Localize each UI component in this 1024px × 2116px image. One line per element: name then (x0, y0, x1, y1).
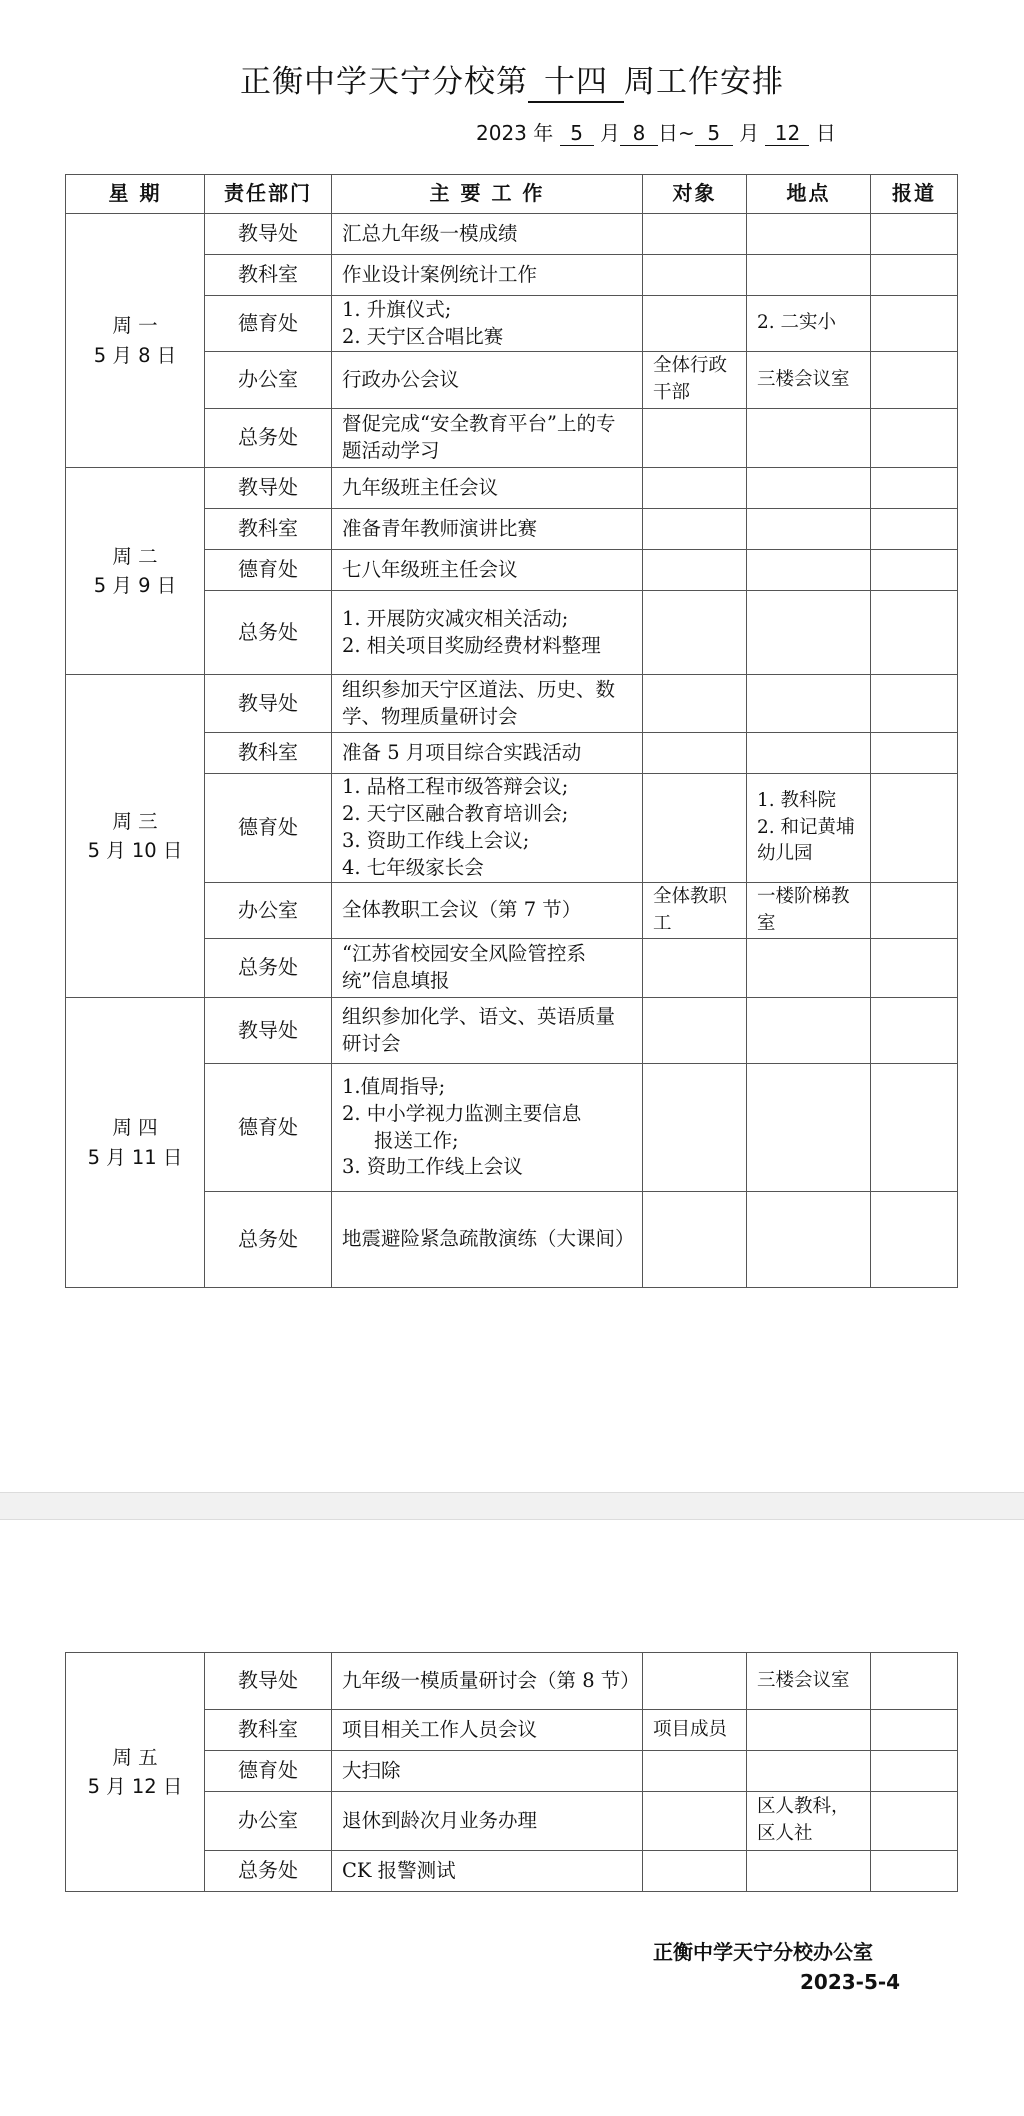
work-cell (332, 214, 643, 255)
location-cell (747, 255, 871, 296)
target-cell (643, 591, 747, 675)
table-row (66, 998, 958, 1064)
target-cell: 项目成员 (643, 1710, 747, 1751)
dept-cell: 总务处 (205, 1192, 332, 1288)
location-cell (747, 214, 871, 255)
weekday-label: 周 三 (112, 809, 158, 833)
target-cell (643, 1192, 747, 1288)
dept-cell: 教科室 (205, 509, 332, 550)
target-cell (643, 998, 747, 1064)
report-cell (871, 939, 958, 998)
title-suffix: 周工作安排 (624, 64, 784, 100)
work-line: 组织参加化学、语文、英语质量研讨会 (342, 1004, 616, 1055)
work-line: 准备 5 月项目综合实践活动 (342, 740, 582, 764)
day-cell (66, 1653, 205, 1892)
day-word: 日 (815, 121, 836, 145)
location-cell (747, 1851, 871, 1892)
report-cell (871, 1064, 958, 1192)
target-cell (643, 939, 747, 998)
target-cell (643, 255, 747, 296)
work-cell (332, 939, 643, 998)
target-cell (643, 296, 747, 352)
work-cell (332, 1653, 643, 1710)
work-cell (332, 1851, 643, 1892)
title-prefix: 正衡中学天宁分校第 (240, 64, 528, 100)
dept-cell: 总务处 (205, 1851, 332, 1892)
target-cell (643, 1751, 747, 1792)
work-line: 1. 品格工程市级答辩会议; (342, 775, 569, 799)
work-line: 2. 中小学视力监测主要信息 (342, 1101, 582, 1125)
date-range: 2023 年 5 月 8 日~ 5 月 12 日 (476, 121, 836, 145)
dept-cell: 总务处 (205, 591, 332, 675)
table-row (66, 1653, 958, 1710)
day-cell (66, 998, 205, 1288)
report-cell (871, 1851, 958, 1892)
target-cell (643, 550, 747, 591)
target-cell (643, 214, 747, 255)
dept-cell: 教导处 (205, 675, 332, 733)
dept-cell: 德育处 (205, 1064, 332, 1192)
location-cell: 三楼会议室 (747, 1653, 871, 1710)
dept-cell: 德育处 (205, 296, 332, 352)
weekday-label: 周 五 (112, 1745, 158, 1769)
location-cell (747, 998, 871, 1064)
report-cell (871, 509, 958, 550)
work-cell (332, 550, 643, 591)
work-cell (332, 774, 643, 883)
location-cell: 一楼阶梯教室 (747, 883, 871, 939)
work-line: 全体教职工会议（第 7 节） (342, 898, 582, 922)
location-cell: 1. 教科院 2. 和记黄埔幼儿园 (747, 774, 871, 883)
work-line: 七八年级班主任会议 (342, 557, 518, 581)
header-cell: 责任部门 (205, 175, 332, 214)
report-cell (871, 409, 958, 468)
dept-cell: 教科室 (205, 255, 332, 296)
work-cell (332, 591, 643, 675)
report-cell (871, 296, 958, 352)
schedule-table (65, 174, 958, 1288)
header-cell: 主 要 工 作 (332, 175, 643, 214)
work-line: 2. 相关项目奖励经费材料整理 (342, 633, 601, 657)
report-cell (871, 550, 958, 591)
location-cell: 三楼会议室 (747, 352, 871, 409)
report-cell (871, 255, 958, 296)
report-cell (871, 774, 958, 883)
location-cell (747, 1064, 871, 1192)
header-row (66, 175, 958, 214)
target-cell (643, 1653, 747, 1710)
dept-cell: 德育处 (205, 550, 332, 591)
day-cell (66, 675, 205, 998)
work-line: 组织参加天宁区道法、历史、数学、物理质量研讨会 (342, 677, 616, 728)
report-cell (871, 468, 958, 509)
signature-office: 正衡中学天宁分校办公室 (653, 1940, 873, 1964)
weekday-label: 周 四 (112, 1116, 158, 1140)
work-cell (332, 468, 643, 509)
location-cell: 2. 二实小 (747, 296, 871, 352)
report-cell (871, 1792, 958, 1851)
header-cell: 地点 (747, 175, 871, 214)
work-cell (332, 1192, 643, 1288)
report-cell (871, 675, 958, 733)
start-month: 5 (560, 121, 594, 146)
work-cell (332, 409, 643, 468)
work-line: 报送工作; (374, 1128, 459, 1152)
work-line: 3. 资助工作线上会议; (342, 829, 530, 852)
end-day: 12 (765, 121, 809, 146)
date-label: 5 月 12 日 (87, 1775, 183, 1798)
work-line: 督促完成“安全教育平台”上的专题活动学习 (342, 412, 616, 462)
location-cell (747, 468, 871, 509)
month-word: 月 (599, 121, 620, 145)
date-label: 5 月 11 日 (87, 1145, 183, 1169)
dept-cell: 总务处 (205, 409, 332, 468)
work-cell (332, 883, 643, 939)
report-cell (871, 883, 958, 939)
dept-cell: 办公室 (205, 352, 332, 409)
work-cell (332, 296, 643, 352)
work-line: 1.值周指导; (342, 1074, 446, 1098)
work-line: 九年级班主任会议 (342, 475, 499, 499)
location-cell (747, 591, 871, 675)
report-cell (871, 1751, 958, 1792)
location-cell (747, 550, 871, 591)
report-cell (871, 1710, 958, 1751)
location-cell (747, 1710, 871, 1751)
work-cell (332, 1792, 643, 1851)
dept-cell: 教导处 (205, 998, 332, 1064)
target-cell (643, 409, 747, 468)
location-cell (747, 509, 871, 550)
page-break (0, 1492, 1024, 1520)
day-cell (66, 468, 205, 675)
week-number: 十四 (528, 56, 624, 103)
end-month: 5 (695, 121, 733, 146)
start-day: 8 (620, 121, 658, 146)
work-line: 准备青年教师演讲比赛 (342, 516, 538, 540)
target-cell (643, 468, 747, 509)
report-cell (871, 352, 958, 409)
location-cell (747, 1192, 871, 1288)
work-line: 汇总九年级一模成绩 (342, 221, 518, 245)
header-cell: 对象 (643, 175, 747, 214)
work-line: 地震避险紧急疏散演练（大课间） (342, 1227, 635, 1251)
work-cell (332, 1710, 643, 1751)
work-cell (332, 998, 643, 1064)
day-cell (66, 214, 205, 468)
work-line: 作业设计案例统计工作 (342, 262, 538, 286)
weekday-label: 周 二 (112, 544, 158, 568)
work-cell (332, 733, 643, 774)
target-cell: 全体教职工 (643, 883, 747, 939)
dept-cell: 教导处 (205, 214, 332, 255)
schedule-table-friday (65, 1652, 958, 1892)
location-cell (747, 733, 871, 774)
location-cell: 区人教科，区人社 (747, 1792, 871, 1851)
work-cell (332, 509, 643, 550)
location-cell (747, 1751, 871, 1792)
location-cell (747, 409, 871, 468)
dept-cell: 教科室 (205, 733, 332, 774)
work-line: CK 报警测试 (342, 1858, 456, 1882)
table-row (66, 675, 958, 733)
location-cell (747, 675, 871, 733)
work-cell (332, 675, 643, 733)
dept-cell: 办公室 (205, 1792, 332, 1851)
work-line: 2. 天宁区合唱比赛 (342, 324, 504, 348)
work-line: 行政办公会议 (342, 367, 460, 391)
report-cell (871, 591, 958, 675)
target-cell (643, 1792, 747, 1851)
target-cell (643, 1064, 747, 1192)
dept-cell: 教科室 (205, 1710, 332, 1751)
date-label: 5 月 8 日 (93, 343, 177, 367)
dept-cell: 德育处 (205, 774, 332, 883)
signature-date: 2023-5-4 (800, 1970, 901, 1994)
weekday-label: 周 一 (112, 314, 158, 338)
work-line: 1. 开展防灾减灾相关活动; (342, 606, 569, 630)
target-cell: 全体行政干部 (643, 352, 747, 409)
report-cell (871, 1653, 958, 1710)
report-cell (871, 214, 958, 255)
work-cell (332, 255, 643, 296)
report-cell (871, 733, 958, 774)
work-line: 3. 资助工作线上会议 (342, 1155, 523, 1179)
work-line: 项目相关工作人员会议 (342, 1717, 538, 1741)
work-cell (332, 1064, 643, 1192)
target-cell (643, 1851, 747, 1892)
work-line: 退休到龄次月业务办理 (342, 1808, 538, 1832)
dept-cell: 教导处 (205, 468, 332, 509)
report-cell (871, 1192, 958, 1288)
date-label: 5 月 9 日 (93, 574, 177, 597)
work-line: 九年级一模质量研讨会（第 8 节） (342, 1668, 640, 1692)
dept-cell: 教导处 (205, 1653, 332, 1710)
header-cell: 星 期 (66, 175, 205, 214)
dept-cell: 德育处 (205, 1751, 332, 1792)
work-line: 1. 升旗仪式; (342, 297, 452, 321)
work-line: “江苏省校园安全风险管控系统”信息填报 (342, 942, 586, 992)
report-cell (871, 998, 958, 1064)
header-cell: 报道 (871, 175, 958, 214)
date-label: 5 月 10 日 (87, 839, 183, 862)
page-title (0, 56, 1024, 103)
day-tilde: 日~ (657, 121, 695, 145)
work-line: 2. 天宁区融合教育培训会; (342, 802, 569, 826)
date-year: 2023 年 (476, 121, 554, 145)
location-cell (747, 939, 871, 998)
dept-cell: 总务处 (205, 939, 332, 998)
target-cell (643, 733, 747, 774)
work-line: 4. 七年级家长会 (342, 855, 484, 879)
work-cell (332, 1751, 643, 1792)
work-line: 大扫除 (342, 1758, 401, 1782)
target-cell (643, 675, 747, 733)
dept-cell: 办公室 (205, 883, 332, 939)
table-row (66, 468, 958, 509)
target-cell (643, 774, 747, 883)
target-cell (643, 509, 747, 550)
table-row (66, 214, 958, 255)
work-cell (332, 352, 643, 409)
